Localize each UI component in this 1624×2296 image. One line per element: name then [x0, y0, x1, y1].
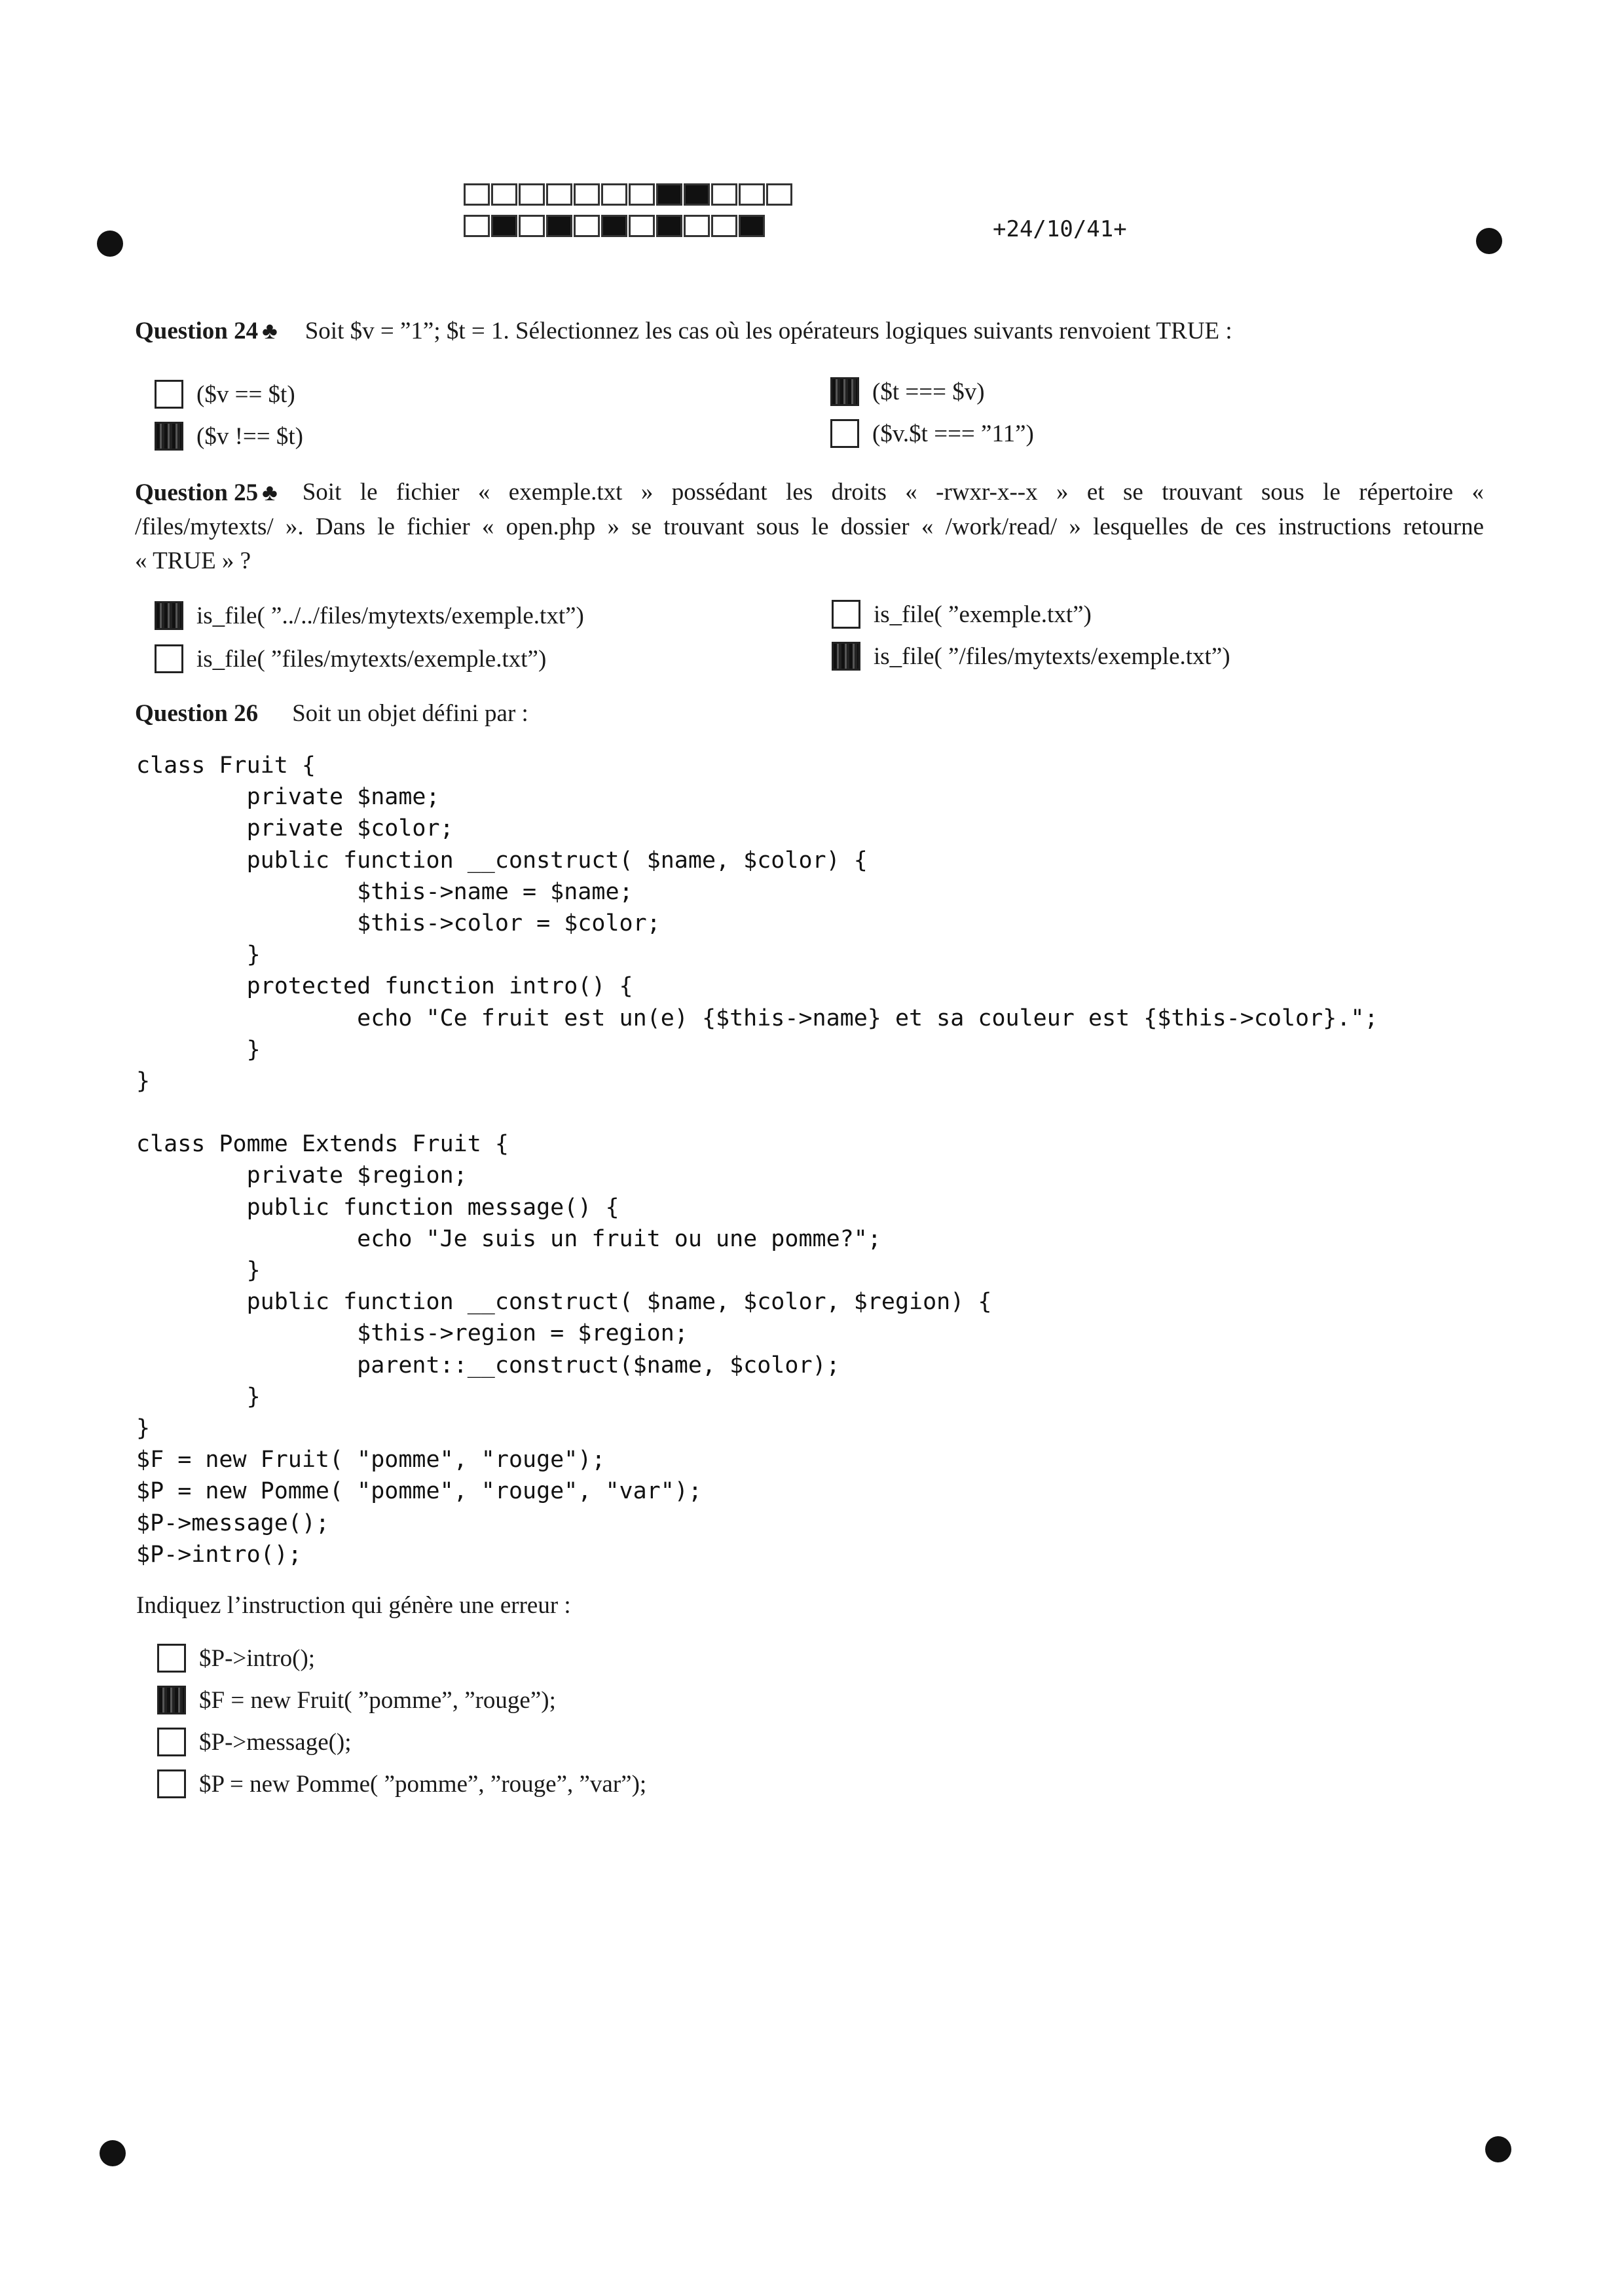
barcode-cell	[766, 183, 792, 206]
question-title: Question 25	[135, 479, 259, 506]
code-line: public function __construct( $name, $color, $region) {	[136, 1289, 992, 1316]
code-line: }	[136, 1067, 151, 1094]
barcode-cell-filled	[491, 215, 517, 237]
checkbox[interactable]	[157, 1769, 186, 1798]
barcode-cell	[629, 183, 655, 206]
barcode-row-2	[464, 215, 766, 237]
code-line: private $color;	[136, 815, 454, 842]
question-prompt: Indiquez l’instruction qui génère une erreur :	[136, 1592, 571, 1619]
code-line: class Pomme Extends Fruit {	[136, 1131, 509, 1158]
barcode-cell	[574, 215, 600, 237]
answer-option[interactable]	[832, 600, 1092, 629]
barcode-cell	[574, 183, 600, 206]
code-line: public function __construct( $name, $color) {	[136, 847, 868, 874]
barcode-cell-filled	[684, 183, 710, 206]
barcode-cell	[684, 215, 710, 237]
barcode-cell	[711, 183, 737, 206]
answer-label: is_file( ”exemple.txt”)	[874, 601, 1092, 628]
barcode-cell	[464, 183, 490, 206]
question-text-line-3: « TRUE » ?	[135, 547, 251, 574]
code-block	[136, 750, 1378, 1570]
code-line: echo "Ce fruit est un(e) {$this->name} et sa couleur est {$this->color}.";	[136, 1005, 1378, 1031]
answer-option[interactable]	[155, 422, 303, 451]
checkbox-checked[interactable]	[832, 642, 860, 671]
code-line: }	[136, 1036, 261, 1063]
answer-option[interactable]	[157, 1728, 352, 1756]
answer-option[interactable]	[830, 377, 985, 406]
code-line: echo "Je suis un fruit ou une pomme?";	[136, 1225, 881, 1252]
code-line: }	[136, 1383, 261, 1410]
checkbox-checked[interactable]	[157, 1686, 186, 1714]
answer-label: $F = new Fruit( ”pomme”, ”rouge”);	[199, 1686, 556, 1714]
code-line: parent::__construct($name, $color);	[136, 1352, 840, 1379]
answer-label: $P->message();	[199, 1728, 352, 1756]
question-text-line-2: /files/mytexts/ ». Dans le fichier « open.php » se trouvant sous le dossier « /work/read/ » lesquelles de ces instructions retourne	[135, 513, 1484, 540]
barcode-cell	[464, 215, 490, 237]
answer-label: ($v == $t)	[196, 380, 295, 408]
question-text: Soit un objet défini par :	[292, 700, 528, 727]
code-line: private $name;	[136, 784, 440, 811]
answer-option[interactable]	[830, 419, 1034, 448]
barcode-cell	[711, 215, 737, 237]
answer-option[interactable]	[157, 1686, 556, 1714]
barcode-cell	[519, 183, 545, 206]
barcode-cell-filled	[656, 183, 682, 206]
code-line: }	[136, 942, 261, 969]
code-line: protected function intro() {	[136, 973, 633, 1000]
code-line: $P = new Pomme( "pomme", "rouge", "var");	[136, 1478, 702, 1505]
barcode-cell	[601, 183, 627, 206]
question-title: Question 24	[135, 318, 259, 344]
barcode-cell-filled	[546, 215, 572, 237]
answer-option[interactable]	[155, 601, 584, 630]
code-line: }	[136, 1415, 151, 1441]
registration-mark-bottom-left	[100, 2140, 126, 2166]
checkbox[interactable]	[832, 600, 860, 629]
answer-label: $P = new Pomme( ”pomme”, ”rouge”, ”var”);	[199, 1770, 647, 1798]
answer-label: ($t === $v)	[872, 378, 985, 405]
barcode-cell	[629, 215, 655, 237]
answer-label: is_file( ”/files/mytexts/exemple.txt”)	[874, 642, 1230, 670]
answer-label: ($v !== $t)	[196, 422, 303, 450]
checkbox[interactable]	[157, 1644, 186, 1673]
question-text: Soit $v = ”1”; $t = 1. Sélectionnez les cas où les opérateurs logiques suivants renvoient TRUE :	[304, 318, 1232, 344]
registration-mark-top-left	[97, 231, 123, 257]
code-line: $F = new Fruit( "pomme", "rouge");	[136, 1447, 606, 1473]
barcode-cell-filled	[601, 215, 627, 237]
question-25-header	[135, 475, 1484, 578]
code-line: }	[136, 1257, 261, 1284]
checkbox[interactable]	[155, 644, 183, 673]
code-line: $P->message();	[136, 1509, 330, 1536]
club-icon: ♣	[262, 479, 278, 506]
barcode-cell-filled	[739, 215, 765, 237]
page-id: +24/10/41+	[993, 216, 1127, 242]
checkbox[interactable]	[157, 1728, 186, 1756]
code-line: $P->intro();	[136, 1541, 302, 1568]
barcode-cell	[739, 183, 765, 206]
answer-option[interactable]	[157, 1769, 646, 1798]
answer-label: is_file( ”files/mytexts/exemple.txt”)	[196, 645, 547, 673]
barcode-cell-filled	[656, 215, 682, 237]
checkbox-checked[interactable]	[155, 601, 183, 630]
registration-mark-top-right	[1476, 228, 1502, 254]
question-title: Question 26	[135, 700, 259, 727]
answer-option[interactable]	[832, 642, 1230, 671]
answer-option[interactable]	[157, 1644, 315, 1673]
barcode-cell	[546, 183, 572, 206]
checkbox[interactable]	[155, 380, 183, 409]
answer-option[interactable]	[155, 380, 295, 409]
question-text-line-1: Soit le fichier « exemple.txt » possédant les droits « -rwxr-x--x » et se trouvant sous le répertoire «	[302, 479, 1484, 506]
code-line	[136, 1097, 1378, 1128]
answer-label: $P->intro();	[199, 1644, 316, 1672]
barcode-cell	[491, 183, 517, 206]
code-line: class Fruit {	[136, 752, 316, 779]
code-line: $this->region = $region;	[136, 1320, 688, 1347]
question-24-header	[135, 317, 1484, 345]
answer-label: ($v.$t === ”11”)	[872, 420, 1034, 447]
question-26-header	[135, 699, 528, 728]
code-line: $this->name = $name;	[136, 878, 633, 905]
checkbox[interactable]	[830, 419, 859, 448]
answer-label: is_file( ”../../files/mytexts/exemple.txt”)	[196, 602, 584, 629]
checkbox-checked[interactable]	[155, 422, 183, 451]
registration-mark-bottom-right	[1485, 2136, 1511, 2162]
answer-option[interactable]	[155, 644, 546, 673]
code-line: $this->color = $color;	[136, 910, 661, 936]
barcode-row-1	[464, 183, 794, 206]
barcode-cell	[519, 215, 545, 237]
checkbox-checked[interactable]	[830, 377, 859, 406]
club-icon: ♣	[262, 318, 278, 344]
code-line: private $region;	[136, 1162, 468, 1189]
code-line: public function message() {	[136, 1194, 619, 1221]
